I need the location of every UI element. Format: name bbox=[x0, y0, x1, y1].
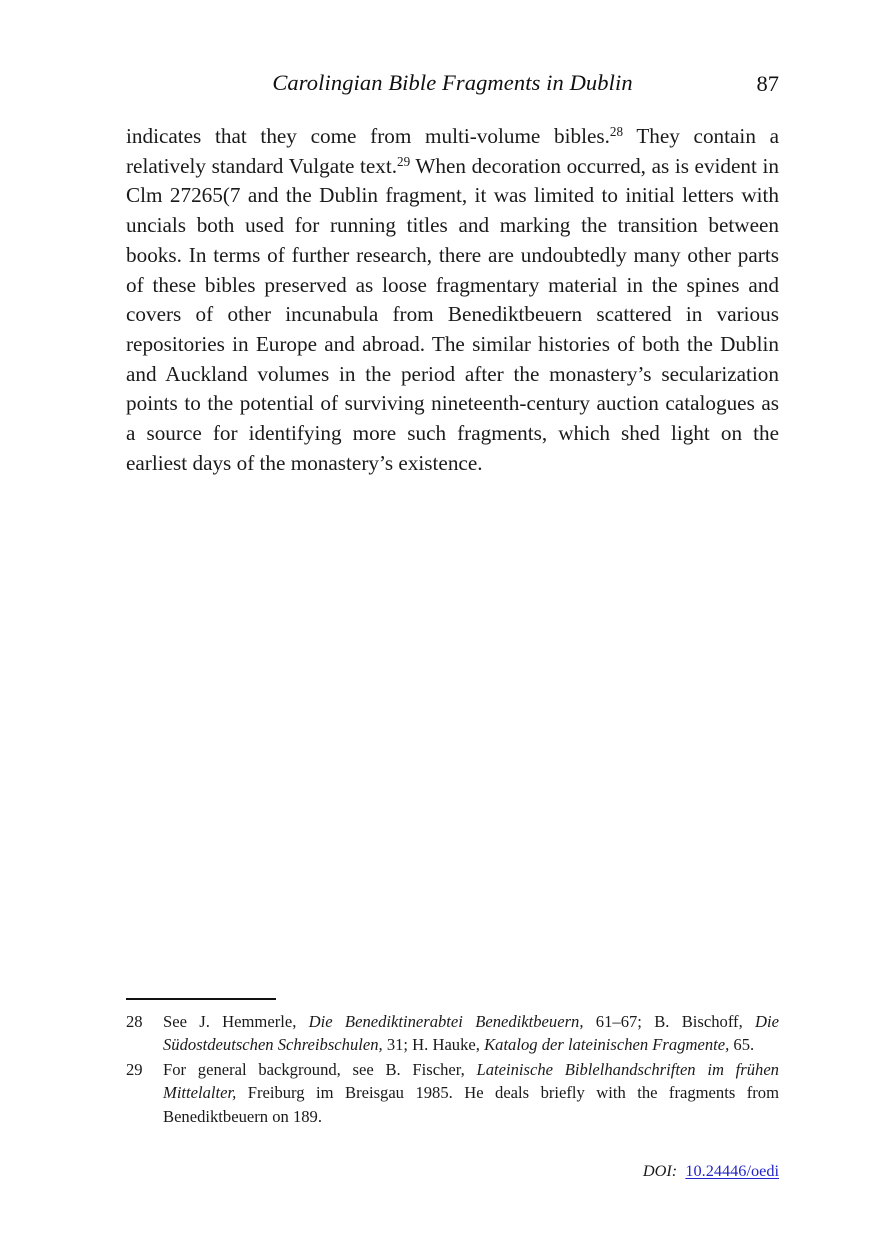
footnotes-block bbox=[126, 1010, 779, 1129]
running-head-title: Carolingian Bible Fragments in Dublin bbox=[272, 70, 633, 95]
running-head bbox=[126, 70, 779, 102]
footnote-text: For general background, see B. Fischer, Lateinische Biblelhandschriften im frühen Mittelalter, Freiburg im Breisgau 1985. He deals briefly with the fragments from Benediktbeuern on 189. bbox=[163, 1059, 779, 1126]
page-number: 87 bbox=[756, 71, 779, 96]
doi-label: DOI: bbox=[642, 1161, 678, 1180]
doi-line bbox=[643, 1160, 779, 1182]
footnote-text: See J. Hemmerle, Die Benediktinerabtei Benediktbeuern, 61–67; B. Bischoff, Die Südostdeutschen Schreibschulen, 31; H. Hauke, Katalog der lateinischen Fragmente, 65. bbox=[163, 1012, 779, 1055]
body-text-block bbox=[126, 122, 779, 478]
footnote-separator-rule bbox=[126, 998, 276, 1000]
footnote-item bbox=[126, 1010, 779, 1057]
doi-link[interactable]: 10.24446/oedi bbox=[685, 1161, 779, 1180]
footnote-number: 28 bbox=[126, 1012, 143, 1031]
footnote-item bbox=[126, 1058, 779, 1128]
footnote-number: 29 bbox=[126, 1059, 143, 1079]
body-paragraph: indicates that they come from multi-volume bibles.$^{28}$ They contain a relatively standard Vulgate text.$^{29}$ When decoration occurred, as is evident in Clm 27265(7 and the Dublin fragment, it was limited to initial letters with uncials both used for running titles and marking the transition between books. In terms of further research, there are undoubtedly many other parts of these bibles preserved as loose fragmentary material in the spines and covers of other incunabula from Benediktbeuern scattered in various repositories in Europe and abroad. The similar histories of both the Dublin and Auckland volumes in the period after the monastery’s secularization points to the potential of surviving nineteenth-century auction catalogues as a source for identifying more such fragments, which shed light on the earliest days of the monastery’s existence. bbox=[126, 124, 779, 475]
